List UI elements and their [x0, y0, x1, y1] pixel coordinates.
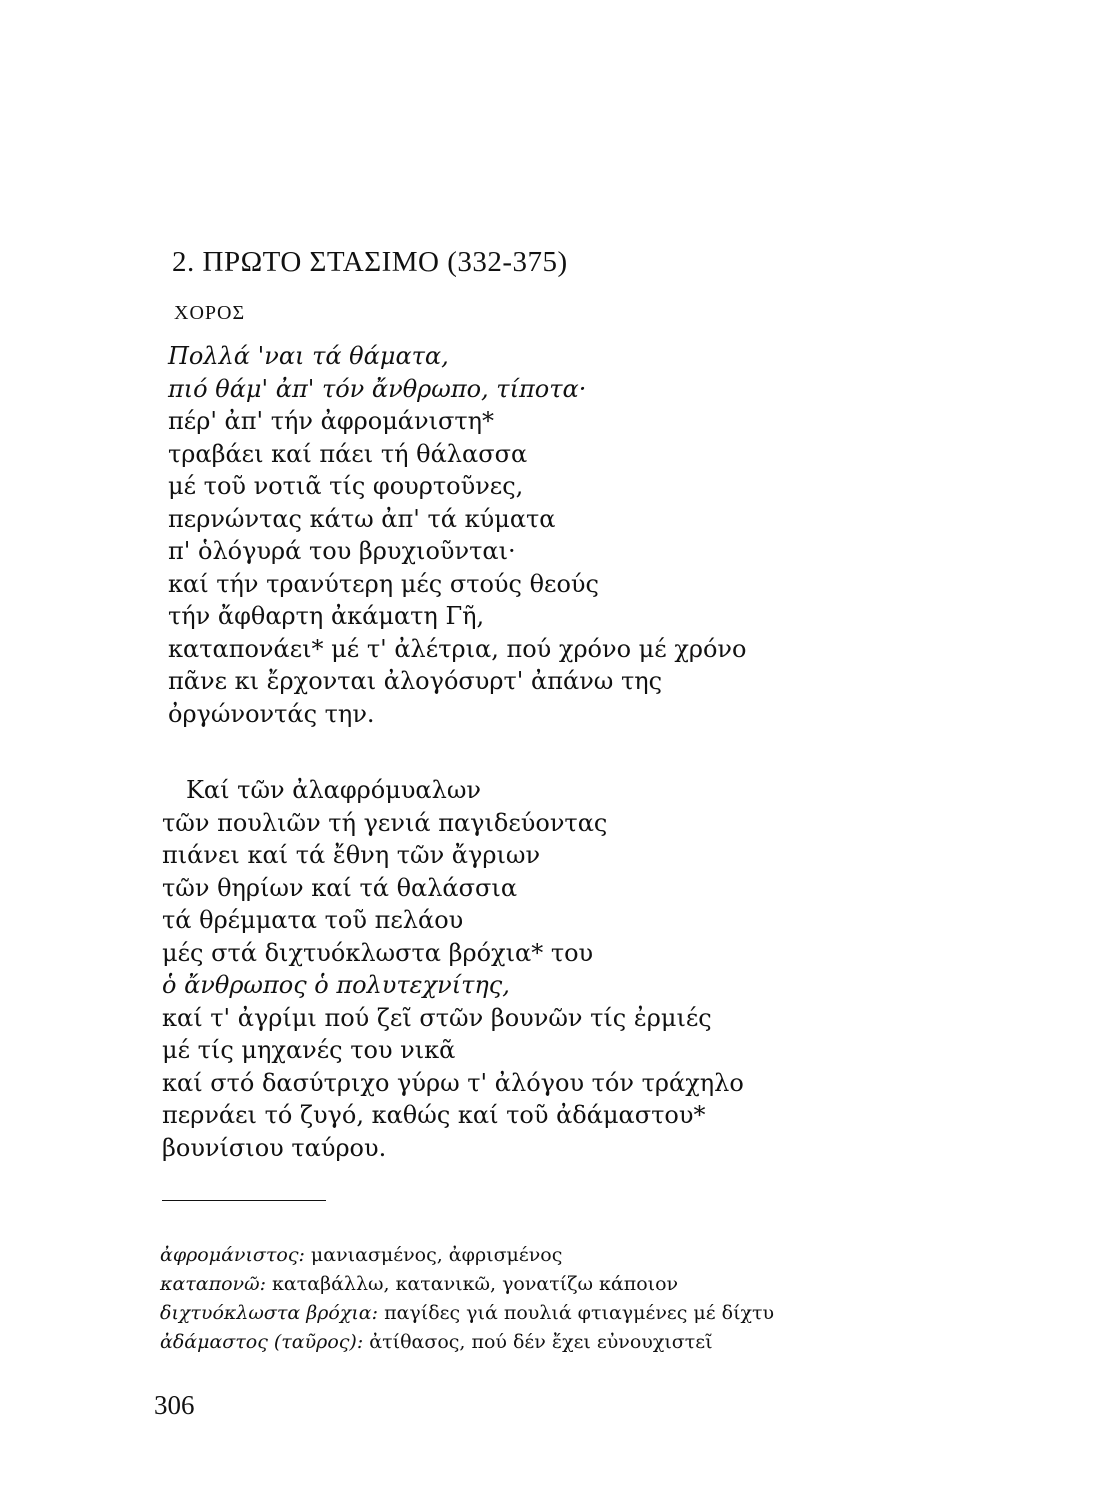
verse-line: πέρ' ἀπ' τήν ἀφρομάνιστη*: [168, 407, 495, 435]
note-term: ἀδάμαστος (ταῦρος):: [160, 1331, 364, 1353]
verse-line: καί τ' ἀγρίμι πού ζεῖ στῶν βουνῶν τίς ἐρμιές: [162, 1003, 712, 1032]
verse-line: πιάνει καί τά ἔθνη τῶν ἄγριων: [162, 841, 541, 869]
section-heading: 2. ΠΡΩΤΟ ΣΤΑΣΙΜΟ (332-375): [172, 246, 568, 278]
verse-line: Καί τῶν ἀλαφρόμυαλων: [186, 776, 481, 804]
glossary-notes: [160, 1241, 774, 1357]
note-term: ἀφρομάνιστος:: [160, 1244, 305, 1266]
stanza-1: [168, 340, 746, 730]
verse-line: μές στά διχτυόκλωστα βρόχια* του: [162, 938, 594, 967]
stanza-2: [162, 774, 744, 1164]
verse-line: ὁ ἄνθρωπος ὁ πολυτεχνίτης,: [162, 971, 510, 999]
verse-line: μέ τοῦ νοτιᾶ τίς φουρτοῦνες,: [168, 472, 524, 500]
note-term: καταπονῶ:: [160, 1273, 267, 1295]
glossary-note: [160, 1241, 774, 1270]
note-definition: παγίδες γιά πουλιά φτιαγμένες μέ δίχτυ: [378, 1302, 775, 1324]
glossary-note: [160, 1270, 774, 1299]
verse-line: καί τήν τρανύτερη μές στούς θεούς: [168, 569, 599, 598]
verse-line: καταπονάει* μέ τ' ἀλέτρια, πού χρόνο μέ χρόνο: [168, 634, 747, 663]
note-term: διχτυόκλωστα βρόχια:: [160, 1302, 379, 1324]
verse-line: καί στό δασύτριχο γύρω τ' ἀλόγου τόν τράχηλο: [162, 1068, 744, 1097]
verse-line: π' ὁλόγυρά του βρυχιοῦνται·: [168, 537, 516, 565]
glossary-note: [160, 1328, 774, 1357]
note-definition: ἀτίθασος, πού δέν ἔχει εὐνουχιστεῖ: [363, 1331, 713, 1353]
verse-line: ὀργώνοντάς την.: [168, 699, 375, 728]
verse-line: τῶν πουλιῶν τή γενιά παγιδεύοντας: [162, 808, 608, 837]
verse-line: πᾶνε κι ἔρχονται ἀλογόσυρτ' ἀπάνω της: [168, 667, 663, 695]
verse-line: τῶν θηρίων καί τά θαλάσσια: [162, 873, 518, 902]
verse-line: τά θρέμματα τοῦ πελάου: [162, 906, 464, 934]
verse-line: περνάει τό ζυγό, καθώς καί τοῦ ἀδάμαστου*: [162, 1101, 706, 1129]
glossary-note: [160, 1299, 774, 1328]
verse-line: πιό θάμ' ἀπ' τόν ἄνθρωπο, τίποτα·: [168, 374, 587, 403]
verse-line: περνώντας κάτω ἀπ' τά κύματα: [168, 504, 556, 533]
note-definition: καταβάλλω, κατανικῶ, γονατίζω κάποιον: [266, 1273, 679, 1295]
page-number: 306: [154, 1390, 195, 1420]
speaker-label: ΧΟΡΟΣ: [174, 302, 246, 324]
footnote-divider: [162, 1200, 326, 1201]
verse-line: τραβάει καί πάει τή θάλασσα: [168, 439, 528, 468]
verse-line: Πολλά 'ναι τά θάματα,: [168, 342, 449, 370]
verse-line: τήν ἄφθαρτη ἀκάματη Γῆ,: [168, 602, 485, 630]
verse-line: μέ τίς μηχανές του νικᾶ: [162, 1036, 456, 1064]
verse-line: βουνίσιου ταύρου.: [162, 1133, 387, 1162]
note-definition: μανιασμένος, ἀφρισμένος: [304, 1244, 563, 1266]
